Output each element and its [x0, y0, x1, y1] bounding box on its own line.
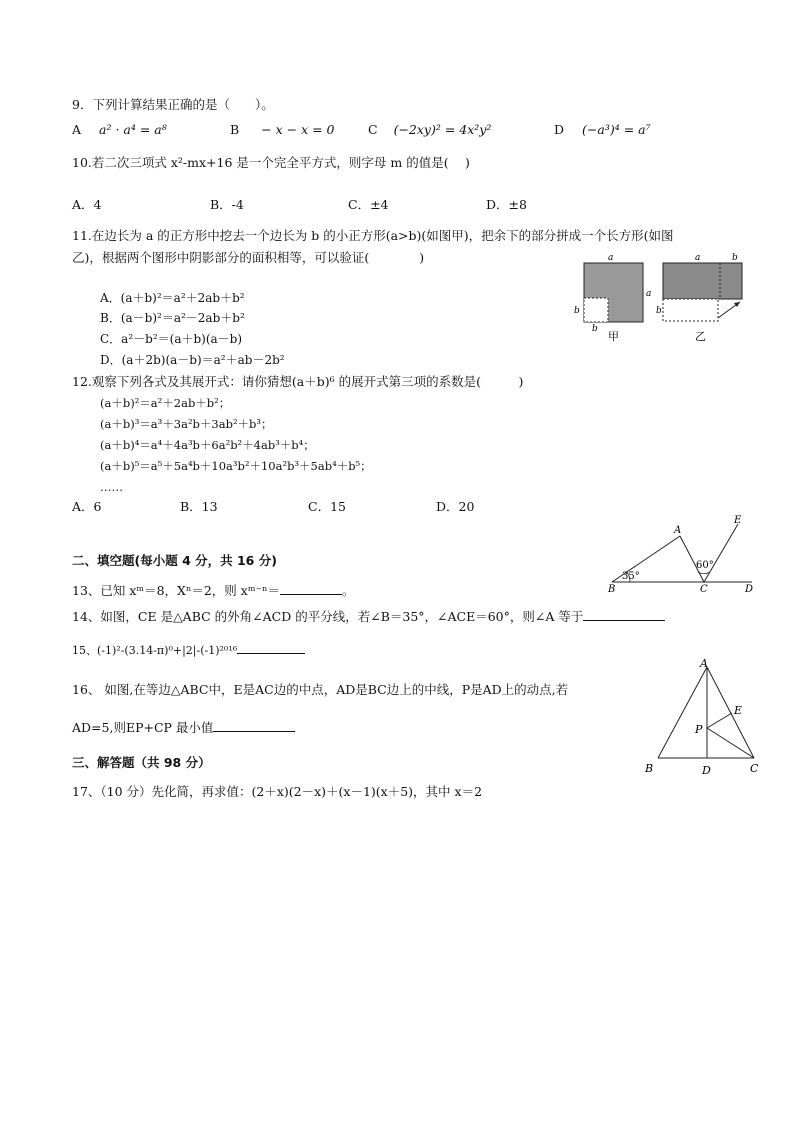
q9-option-a-expr: a² · a⁴ = a⁸ — [99, 122, 167, 137]
fig16-label-p: P — [695, 723, 703, 736]
q12-option-c: C．15 — [308, 499, 346, 514]
q14-text: 14、如图，CE 是△ABC 的外角∠ACD 的平分线，若∠B＝35°，∠ACE＝60°，则∠A 等于 — [72, 609, 584, 624]
q12-option-b: B．13 — [180, 499, 218, 514]
q9-option-c-letter: C — [368, 122, 378, 137]
fig-yi-label-b-left: b — [656, 306, 662, 316]
q15 — [72, 641, 305, 659]
fig16-label-c: C — [750, 762, 759, 775]
q17: 17、（10 分）先化简，再求值：(2＋x)(2－x)＋(x－1)(x＋5)，其中 x＝2 — [72, 784, 483, 799]
fig-jia-label-a-right: a — [646, 289, 652, 299]
fig-jia-caption: 甲 — [608, 330, 619, 343]
fig16-label-e: E — [734, 704, 743, 717]
q13-text: 13、已知 xᵐ＝8，Xⁿ＝2，则 xᵐ⁻ⁿ＝ — [72, 583, 281, 598]
fig16-side-ab — [658, 667, 707, 758]
fig14-label-d: D — [745, 584, 754, 595]
section2-heading: 二、填空题(每小题 4 分，共 16 分) — [72, 553, 277, 568]
fig16-side-ac — [707, 667, 754, 758]
q13 — [72, 582, 355, 599]
q11-stem-line1: 11.在边长为 a 的正方形中挖去一个边长为 b 的小正方形(a>b)(如图甲)，把余下的部分拼成一个长方形(如图 — [72, 228, 674, 243]
q9-option-d — [554, 122, 651, 138]
q12-option-d: D．20 — [436, 499, 475, 514]
q15-text: 15、(-1)²-(3.14-π)⁰+|2|-(-1)²⁰¹⁶ — [72, 644, 238, 657]
q9-option-b-expr: − x − x = 0 — [261, 122, 335, 137]
q12-line-5: …… — [100, 480, 123, 494]
q11-stem-line2: 乙)，根据两个图形中阴影部分的面积相等，可以验证( ) — [72, 250, 425, 265]
fig14-bisector-ce — [704, 524, 738, 582]
fig14-side-ac — [680, 536, 704, 582]
q9-option-c-expr: (−2xy)² = 4x²y² — [393, 122, 492, 137]
fig-jia-label-b-bottom: b — [592, 324, 598, 334]
fig14-label-c: C — [700, 584, 708, 595]
q11-option-a: A．(a＋b)²＝a²＋2ab＋b² — [100, 291, 245, 305]
fig16-segment-pe — [707, 713, 732, 728]
fig-yi-label-a: a — [695, 253, 701, 263]
fig14-label-e: E — [734, 515, 742, 526]
q13-tail: 。 — [342, 583, 355, 598]
fig16-label-a: A — [700, 657, 708, 670]
q16-line2-text: AD=5,则EP+CP 最小值 — [72, 720, 214, 735]
q10-option-b: B．-4 — [210, 197, 244, 212]
q14-figure — [600, 512, 760, 597]
q9-option-c — [368, 122, 491, 138]
q9-option-a — [72, 122, 167, 138]
q12-line-1: (a＋b)²＝a²＋2ab＋b²； — [100, 396, 231, 410]
q11-option-d: D．(a＋2b)(a－b)＝a²＋ab－2b² — [100, 353, 285, 367]
q9-stem: 9．下列计算结果正确的是（ ）。 — [72, 97, 274, 112]
q12-line-3: (a＋b)⁴＝a⁴＋4a³b＋6a²b²＋4ab³＋b⁴； — [100, 438, 315, 452]
q11-option-b: B．(a－b)²＝a²－2ab＋b² — [100, 311, 245, 325]
q11-option-c: C．a²－b²＝(a＋b)(a－b) — [100, 332, 243, 346]
q11-figure — [570, 250, 750, 345]
q9-option-d-letter: D — [554, 122, 565, 137]
q16-answer-blank[interactable] — [213, 719, 295, 732]
q9-option-b — [230, 122, 335, 138]
fig14-angle-b-label: 35° — [622, 571, 640, 582]
fig16-label-b: B — [645, 762, 654, 775]
q14-answer-blank[interactable] — [583, 608, 665, 621]
q12-line-2: (a＋b)³＝a³＋3a²b＋3ab²＋b³； — [100, 417, 273, 431]
q12-stem: 12.观察下列各式及其展开式：请你猜想(a＋b)⁶ 的展开式第三项的系数是( ) — [72, 374, 524, 389]
q10-option-c: C．±4 — [348, 197, 389, 212]
q14 — [72, 608, 665, 625]
fig-yi-moved-piece — [663, 299, 718, 321]
fig-yi-rect — [663, 263, 742, 299]
section3-heading: 三、解答题（共 98 分） — [72, 755, 211, 770]
q13-answer-blank[interactable] — [280, 582, 342, 595]
q10-option-a: A．4 — [72, 197, 102, 212]
q10-option-d: D．±8 — [486, 197, 527, 212]
q15-answer-blank[interactable] — [237, 641, 305, 654]
q9-option-a-letter: A — [72, 122, 82, 137]
fig-jia-label-b-left: b — [574, 306, 580, 316]
fig16-label-d: D — [702, 764, 711, 777]
fig14-label-b: B — [608, 584, 616, 595]
fig-jia-small-square — [584, 298, 608, 322]
q16-line1: 16、 如图,在等边△ABC中，E是AC边的中点，AD是BC边上的中线，P是AD上的动点,若 — [72, 682, 569, 697]
fig14-angle-c-label: 60° — [696, 560, 714, 571]
q16-figure — [640, 655, 765, 780]
q16-line2 — [72, 719, 295, 736]
fig-jia-label-a-top: a — [608, 253, 614, 263]
fig16-segment-pc — [707, 728, 754, 758]
q10-stem: 10.若二次三项式 x²-mx+16 是一个完全平方式，则字母 m 的值是( ) — [72, 155, 470, 170]
fig-yi-caption: 乙 — [695, 330, 706, 343]
q12-option-a: A．6 — [72, 499, 102, 514]
q9-option-d-expr: (−a³)⁴ = a⁷ — [582, 122, 651, 137]
fig14-label-a: A — [674, 525, 682, 536]
q9-option-b-letter: B — [230, 122, 240, 137]
q12-line-4: (a＋b)⁵＝a⁵＋5a⁴b＋10a³b²＋10a²b³＋5ab⁴＋b⁵； — [100, 459, 372, 473]
fig-yi-label-b-top: b — [732, 253, 738, 263]
